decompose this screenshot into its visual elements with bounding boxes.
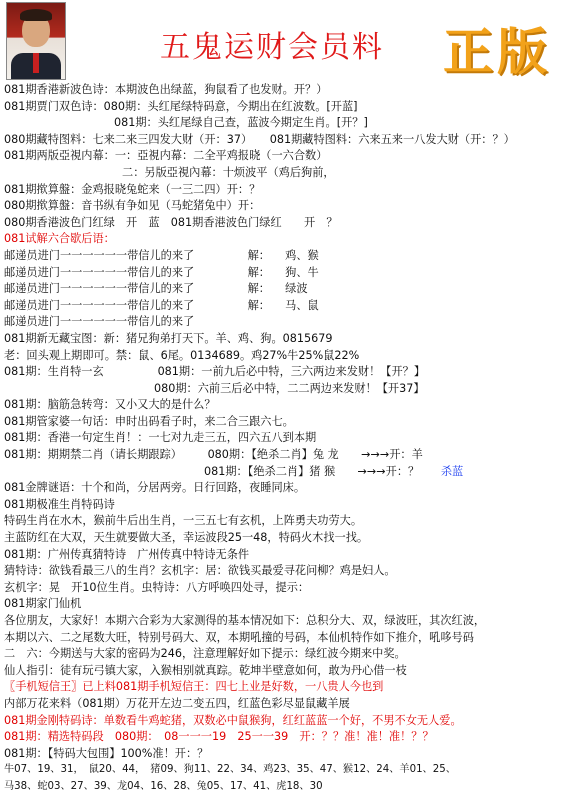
text-line: [4, 364, 570, 381]
text-line: 081期极准生肖特码诗: [4, 497, 115, 511]
text-line: 特码生肖在水木，猴前牛后出生肖，一三五七有玄机，上阵勇夫功劳大。: [4, 514, 363, 528]
text-line: 081期香港新波色诗：本期波色出绿蓝，狗鼠看了也发财。开？）: [4, 83, 328, 96]
page-title: 五鬼运财会员料: [160, 30, 384, 65]
text-line: 080期香港波色门红绿 开 蓝 081期香港波色门绿红 开 ？: [4, 215, 338, 229]
text-line: 主蓝防红在大双，天生就要做大圣，幸运波段25一48，特码火木找一找。: [4, 531, 369, 545]
riddle-line: [4, 281, 570, 298]
text-line: 080期揿算盤：音书纵有争如见（马蛇猪兔中）开：: [4, 199, 261, 213]
authentic-stamp: 正版: [443, 23, 551, 81]
document-body: [4, 82, 570, 796]
text-line: 081期新无藏宝图：新：猪兄狗弟打天下。羊、鸡、狗。0815679: [4, 331, 333, 345]
riddle-text: 邮递员进门一一一一一一带信儿的来了: [4, 248, 195, 262]
text-segment: 081期：期期禁二肖（请长期跟踪）: [4, 448, 182, 462]
tie-shape: [33, 53, 39, 73]
text-line: 二：另版亞視內幕：十烦波平（鸡后狗前，: [122, 165, 335, 179]
text-line: 081期：头红尾绿自己查，蓝波今期定生肖。[开？]: [114, 116, 368, 130]
text-line: [4, 464, 570, 481]
riddle-line: [4, 265, 570, 282]
guess-answer: 狗、牛: [285, 265, 319, 279]
riddle-text: 邮递员进门一一一一一一带信儿的来了: [4, 298, 195, 312]
text-line: 猜特诗：欲钱看最三八的生肖？玄机字：居：欲钱买最爱寻花问柳？鸡是妇人。: [4, 564, 396, 578]
text-line: 081期揿算盤：金鸡报晓兔蛇来（一三二四）开：？: [4, 182, 261, 196]
text-segment: 081期：一前九后必中特，三六两边来发财！【开？】: [157, 365, 426, 379]
text-line: 081金牌谜语：十个和尚，分居两旁。日行回路，夜睡同床。: [4, 481, 306, 495]
kill-tag: 杀蓝: [440, 464, 464, 478]
riddle-text: 邮递员进门一一一一一一带信儿的来了: [4, 282, 195, 296]
text-line: 081期贾门双色诗：080期：头红尾绿特码意，今期出在红波数。[开蓝]: [4, 99, 358, 113]
text-line: 本期以六、二之尾数大旺，特别号码大、双，本期吼撞的号码，本仙机特作如下推介，吼哆号码: [4, 630, 474, 644]
text-segment: 080期：【绝杀二肖】兔 龙 →→→开：羊: [207, 448, 423, 462]
sms-line: 〖手机短信王〗已上料081期手机短信王：四七上业是好数，一八贵人今也到: [4, 680, 384, 694]
text-line: 081期家门仙机: [4, 597, 82, 611]
presenter-photo: [6, 2, 66, 80]
text-line: 081期：广州传真猜特诗 广州传真中特诗无条件: [4, 547, 250, 561]
text-line: 各位朋友，大家好！本期六合彩为大家测得的基本情况如下：总积分大、双，绿波旺，其次红波，: [4, 614, 486, 627]
guess-label: 解：: [247, 265, 270, 279]
text-segment: 081期：生肖特一玄: [4, 365, 104, 379]
text-line: 081期：精选特码段 080期： 08一一一19 25一一39 开：？？准！准！准！？？: [4, 730, 434, 744]
riddle-text: 邮递员进门一一一一一一带信儿的来了: [4, 315, 195, 329]
text-segment: 080期藏特图料：七来二来三四发大财（开：37）: [4, 132, 253, 146]
text-line: 玄机字：晃 开10位生肖。虫特诗：八方呼唤四处寻，提示：: [4, 580, 310, 594]
text-line: 080期：六前三后必中特，二二两边来发财！【开37】: [154, 381, 425, 395]
text-segment: 081期：【绝杀二肖】猪 猴 →→→开：？: [204, 464, 420, 478]
text-line: 二 六：今期送与大家的密码为246，注意理解好如下提示：绿红波今期来中奖。: [4, 647, 406, 661]
section-heading: 081试解六合歇后语：: [4, 232, 115, 246]
text-line: 081期：脑筋急转弯：又小又大的是什么？: [4, 398, 216, 412]
guess-label: 解：: [247, 282, 270, 296]
text-line: 仙人指引：徒有玩弓镇大家，入猴相别就真踪。乾坤半壁意如何，敢为丹心借一枝: [4, 663, 407, 677]
hair-shape: [20, 9, 52, 21]
guess-answer: 马、鼠: [285, 298, 319, 312]
text-line: 081期：香港一句定生肖！：一七对九走三五，四六五八到本期: [4, 431, 317, 445]
riddle-line: [4, 298, 570, 315]
guess-answer: 绿波: [285, 282, 308, 296]
text-segment: 081期藏特图料：六来五来一八发大财（开：？）: [269, 132, 515, 146]
zodiac-numbers-line: 马38、蛇03、27、39、龙04、16、28、兔05、17、41、虎18、30: [4, 780, 323, 792]
guess-answer: 鸡、猴: [285, 248, 319, 262]
zodiac-numbers-line: 牛07、19、31， 鼠20、44， 猪09、狗11、22、34、鸡23、35、47、猴12、24、羊01、25、: [4, 764, 456, 776]
sms-line: 081期金刚特码诗：单数看牛鸡蛇猪，双数必中鼠猴狗，红红蓝蓝一个好，不男不女无人爱。: [4, 713, 462, 727]
text-line: 081期管家婆一句话：申时出码看子时，来二合三跟六七。: [4, 414, 294, 428]
text-line: [4, 132, 570, 149]
riddle-text: 邮递员进门一一一一一一带信儿的来了: [4, 265, 195, 279]
riddle-line: [4, 248, 570, 265]
text-line: 老：回头观上期即可。禁：鼠、6尾。0134689。鸡27%牛25%鼠22%: [4, 348, 360, 362]
header: [0, 0, 573, 82]
riddle-line: [4, 314, 570, 331]
guess-label: 解：: [247, 248, 270, 262]
sms-line: 内部万花来料（081期）万花开左边二变五四，红蓝色彩尽显鼠藏羊展: [4, 696, 350, 710]
text-line: [4, 447, 570, 464]
guess-label: 解：: [247, 298, 270, 312]
text-line: 081期两版亞視内幕：一：亞視内幕：二全平鸡报晓（一六合数）: [4, 149, 328, 163]
text-line: 081期：【特码大包围】100%准！开：？: [4, 746, 209, 760]
